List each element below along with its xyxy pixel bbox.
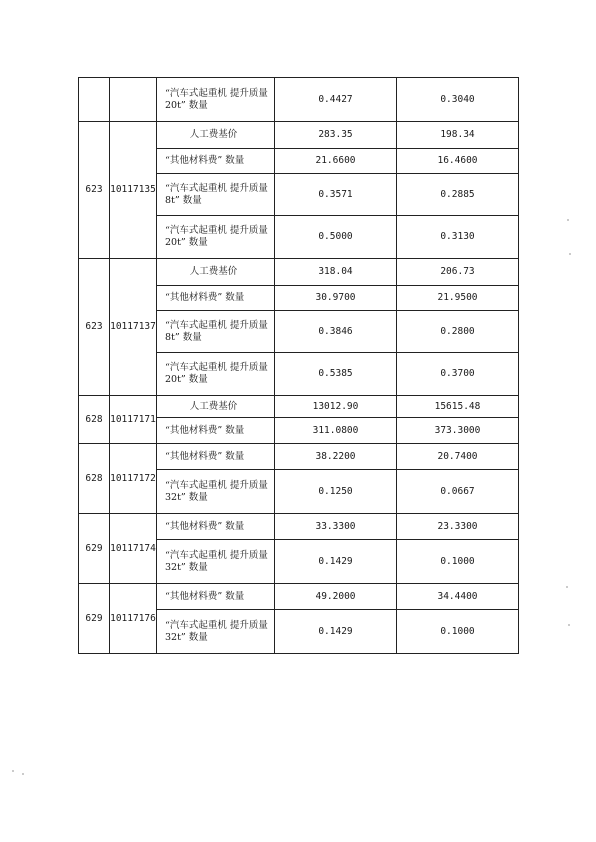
item-description: “汽车式起重机 提升质量 20t” 数量 <box>157 216 275 259</box>
row-number: 629 <box>79 514 110 584</box>
scan-speck <box>22 773 24 775</box>
item-description: “其他材料费” 数量 <box>157 286 275 311</box>
value-new: 15615.48 <box>397 396 519 418</box>
value-old: 38.2200 <box>275 444 397 470</box>
value-old: 0.1429 <box>275 540 397 584</box>
item-code: 10117137 <box>110 259 157 396</box>
item-description: “其他材料费” 数量 <box>157 418 275 444</box>
value-new: 20.7400 <box>397 444 519 470</box>
value-old: 33.3300 <box>275 514 397 540</box>
item-code: 10117171 <box>110 396 157 444</box>
value-old: 0.5385 <box>275 353 397 396</box>
value-new: 21.9500 <box>397 286 519 311</box>
value-old: 283.35 <box>275 122 397 149</box>
table-row <box>79 514 519 540</box>
scan-speck <box>568 624 570 626</box>
row-number <box>79 78 110 122</box>
value-old: 49.2000 <box>275 584 397 610</box>
item-code <box>110 78 157 122</box>
item-description: “汽车式起重机 提升质量 32t” 数量 <box>157 540 275 584</box>
item-description: “汽车式起重机 提升质量 32t” 数量 <box>157 610 275 654</box>
item-description: “其他材料费” 数量 <box>157 584 275 610</box>
row-number: 623 <box>79 122 110 259</box>
value-new: 0.0667 <box>397 470 519 514</box>
table-row <box>79 584 519 610</box>
scan-speck <box>566 586 568 588</box>
value-new: 0.1000 <box>397 610 519 654</box>
value-old: 30.9700 <box>275 286 397 311</box>
value-new: 16.4600 <box>397 149 519 174</box>
value-new: 0.2800 <box>397 311 519 353</box>
item-description: “其他材料费” 数量 <box>157 514 275 540</box>
value-old: 0.5000 <box>275 216 397 259</box>
item-description: 人工费基价 <box>157 259 275 286</box>
value-new: 206.73 <box>397 259 519 286</box>
item-description: “其他材料费” 数量 <box>157 444 275 470</box>
item-description: 人工费基价 <box>157 396 275 418</box>
value-new: 198.34 <box>397 122 519 149</box>
table-row <box>79 444 519 470</box>
row-number: 629 <box>79 584 110 654</box>
table-row <box>79 396 519 418</box>
item-description: “汽车式起重机 提升质量 8t” 数量 <box>157 311 275 353</box>
value-old: 0.1250 <box>275 470 397 514</box>
scan-speck <box>12 770 14 772</box>
item-code: 10117135 <box>110 122 157 259</box>
item-description: “汽车式起重机 提升质量 8t” 数量 <box>157 174 275 216</box>
scan-speck <box>569 253 571 255</box>
item-description: “汽车式起重机 提升质量 20t” 数量 <box>157 353 275 396</box>
item-description: “汽车式起重机 提升质量 20t” 数量 <box>157 78 275 122</box>
row-number: 623 <box>79 259 110 396</box>
value-new: 0.3130 <box>397 216 519 259</box>
table-row <box>79 259 519 286</box>
value-new: 373.3000 <box>397 418 519 444</box>
value-new: 23.3300 <box>397 514 519 540</box>
value-old: 0.1429 <box>275 610 397 654</box>
value-old: 0.3571 <box>275 174 397 216</box>
row-number: 628 <box>79 444 110 514</box>
value-old: 0.3846 <box>275 311 397 353</box>
value-new: 0.3700 <box>397 353 519 396</box>
value-old: 318.04 <box>275 259 397 286</box>
value-new: 0.3040 <box>397 78 519 122</box>
value-new: 0.1000 <box>397 540 519 584</box>
table-row <box>79 78 519 122</box>
item-description: “其他材料费” 数量 <box>157 149 275 174</box>
item-code: 10117174 <box>110 514 157 584</box>
item-description: 人工费基价 <box>157 122 275 149</box>
scan-speck <box>567 219 569 221</box>
value-old: 21.6600 <box>275 149 397 174</box>
value-old: 13012.90 <box>275 396 397 418</box>
value-new: 0.2885 <box>397 174 519 216</box>
item-code: 10117172 <box>110 444 157 514</box>
value-new: 34.4400 <box>397 584 519 610</box>
table-row <box>79 122 519 149</box>
row-number: 628 <box>79 396 110 444</box>
item-code: 10117176 <box>110 584 157 654</box>
value-old: 311.0800 <box>275 418 397 444</box>
item-description: “汽车式起重机 提升质量 32t” 数量 <box>157 470 275 514</box>
price-table <box>78 77 519 654</box>
value-old: 0.4427 <box>275 78 397 122</box>
